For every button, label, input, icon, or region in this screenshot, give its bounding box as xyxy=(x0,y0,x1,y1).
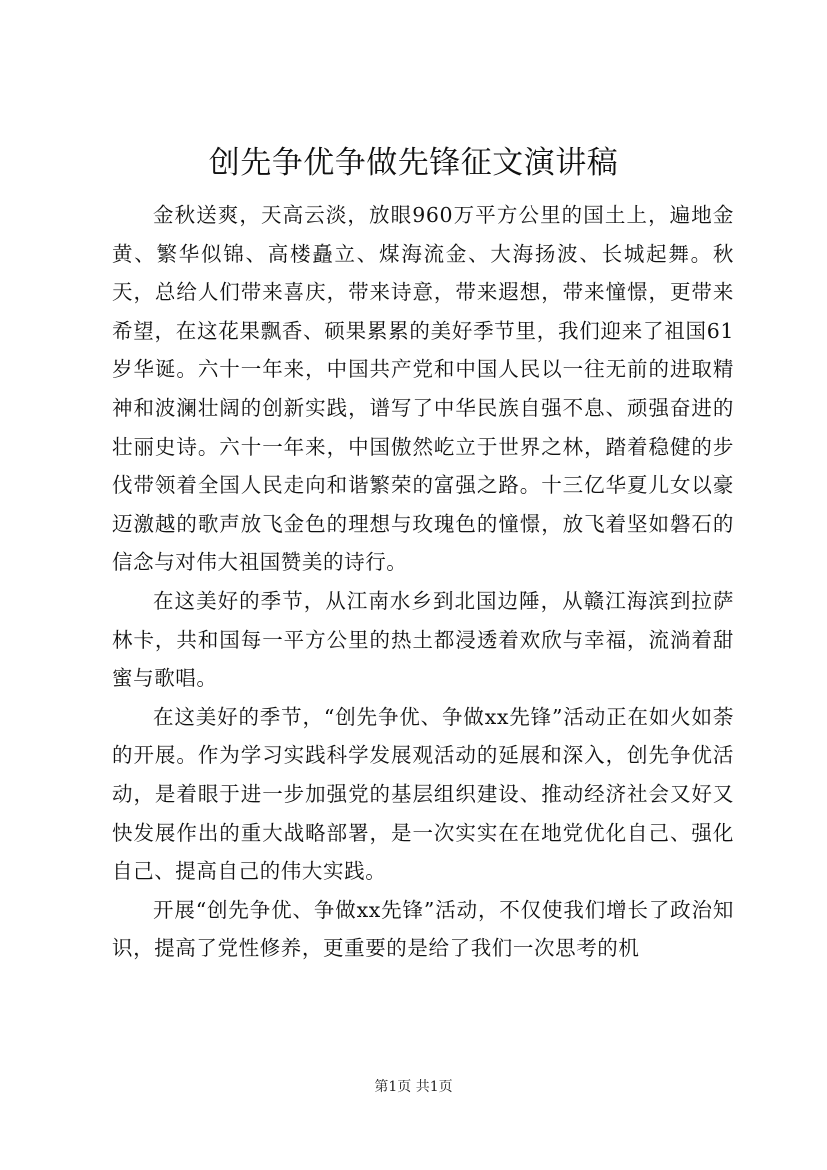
paragraph: 金秋送爽，天高云淡，放眼960万平方公里的国土上，遍地金黄、繁华似锦、高楼矗立、煤海流金、大海扬波、长城起舞。秋天，总给人们带来喜庆，带来诗意，带来遐想，带来憧憬，更带来希望，在这花果飘香、硕果累累的美好季节里，我们迎来了祖国61岁华诞。六十一年来，中国共产党和中国人民以一往无前的进取精神和波澜壮阔的创新实践，谱写了中华民族自强不息、顽强奋进的壮丽史诗。六十一年来，中国傲然屹立于世界之林，踏着稳健的步伐带领着全国人民走向和谐繁荣的富强之路。十三亿华夏儿女以豪迈激越的歌声放飞金色的理想与玫瑰色的憧憬，放飞着坚如磐石的信念与对伟大祖国赞美的诗行。 xyxy=(112,203,734,575)
page-footer: 第1页 共1页 xyxy=(374,1079,453,1095)
document-body xyxy=(112,196,734,968)
document-title: 创先争优争做先锋征文演讲稿 xyxy=(208,145,619,181)
paragraph: 在这美好的季节，“创先争优、争做xx先锋”活动正在如火如荼的开展。作为学习实践科学发展观活动的延展和深入，创先争优活动，是着眼于进一步加强党的基层组织建设、推动经济社会又好又快发展作出的重大战略部署，是一次实实在在地党优化自己、强化自己、提高自己的伟大实践。 xyxy=(112,704,734,884)
paragraph: 在这美好的季节，从江南水乡到北国边陲，从赣江海滨到拉萨林卡，共和国每一平方公里的热土都浸透着欢欣与幸福，流淌着甜蜜与歌唱。 xyxy=(112,588,734,691)
paragraph: 开展“创先争优、争做xx先锋”活动，不仅使我们增长了政治知识，提高了党性修养，更重要的是给了我们一次思考的机 xyxy=(112,897,734,961)
